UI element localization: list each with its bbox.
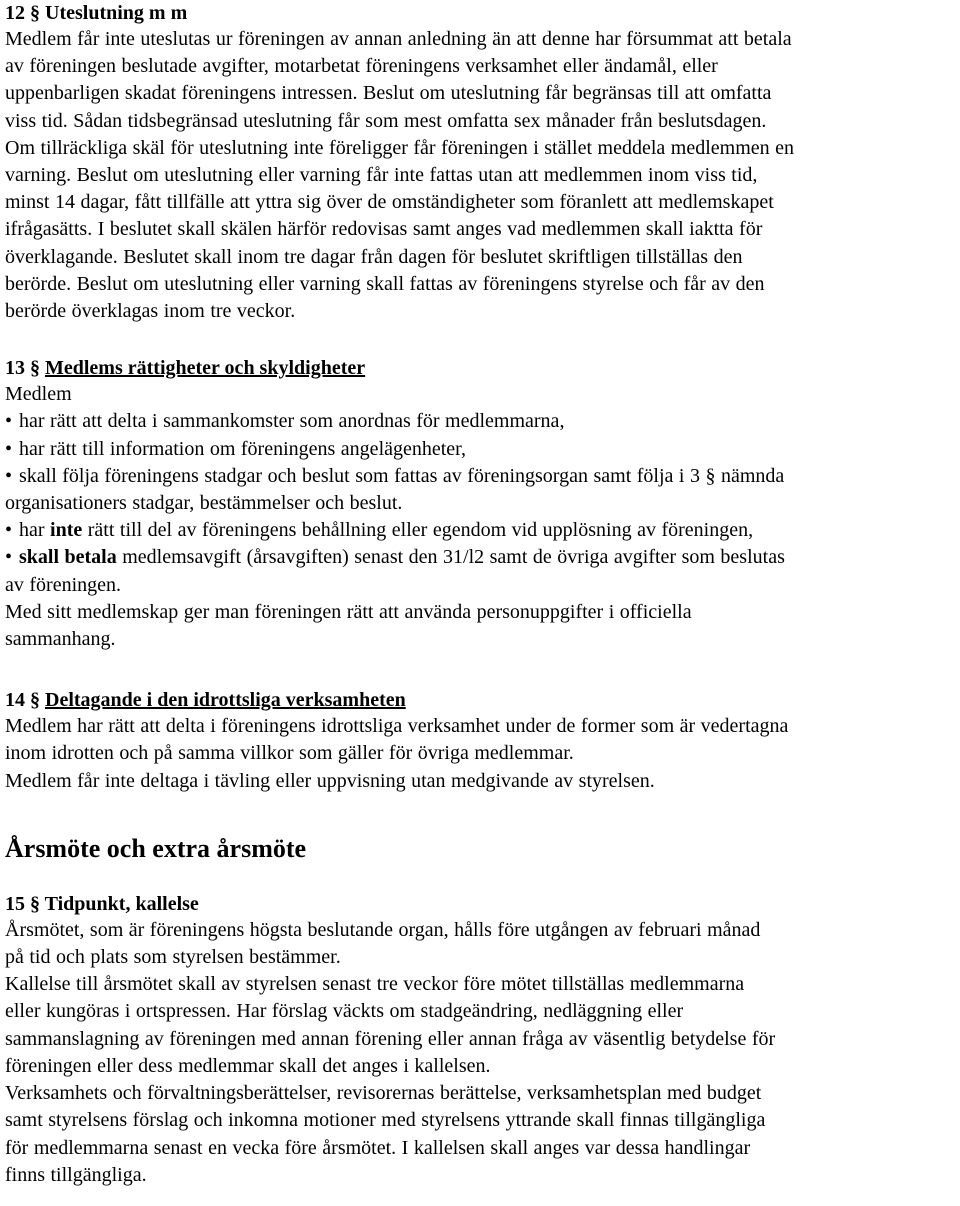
section-symbol: § bbox=[30, 689, 40, 712]
text-line: föreningen eller dess medlemmar skall det anges i kallelsen. bbox=[5, 1054, 491, 1077]
bullet-icon: • bbox=[5, 437, 13, 460]
list-item bbox=[5, 463, 955, 490]
list-item-continuation: av föreningen. bbox=[5, 573, 122, 596]
text-line: uppenbarligen skadat föreningens intressen. Beslut om uteslutning får begränsas till att omfatta bbox=[5, 82, 772, 105]
text-line: samt styrelsens förslag och inkomna motioner med styrelsens yttrande skall finnas tillgängliga bbox=[5, 1109, 766, 1132]
list-item bbox=[5, 408, 955, 435]
bullet-icon: • bbox=[5, 410, 13, 433]
text-line: varning. Beslut om uteslutning eller varning får inte fattas utan att medlemmen inom viss tid, bbox=[5, 164, 758, 187]
section-heading bbox=[5, 0, 960, 26]
section-number: 14 bbox=[5, 689, 25, 712]
bullet-icon: • bbox=[5, 464, 13, 487]
list-item-text: skall följa föreningens stadgar och beslut som fattas av föreningsorgan samt följa i 3 bbox=[19, 464, 700, 487]
list-item-text: rätt till del av föreningens behållning eller egendom vid upplösning av föreningen, bbox=[87, 519, 754, 542]
list-item bbox=[5, 436, 955, 463]
bullet-icon: • bbox=[5, 546, 13, 569]
list-item-text: medlemsavgift (årsavgiften) senast den 31/l2 samt de övriga avgifter som beslutas bbox=[122, 546, 785, 569]
text-line: eller kungöras i ortspressen. Har förslag väckts om stadgeändring, nedläggning eller bbox=[5, 1000, 684, 1023]
section-title: Deltagande i den idrottsliga verksamheten bbox=[45, 689, 406, 712]
section-heading bbox=[5, 355, 960, 381]
section-title: Tidpunkt, kallelse bbox=[44, 892, 199, 915]
section-number: 12 bbox=[5, 2, 25, 24]
section-body bbox=[5, 713, 955, 795]
text-line: Kallelse till årsmötet skall av styrelsen senast tre veckor före mötet tillställas medlemmarna bbox=[5, 973, 745, 996]
text-line: på tid och plats som styrelsen bestämmer. bbox=[5, 946, 341, 969]
section-symbol: § bbox=[30, 357, 40, 380]
text-line: överklagande. Beslutet skall inom tre dagar från dagen för beslutet skriftligen tillställas den bbox=[5, 245, 743, 268]
list-item-text: har rätt till information om föreningens angelägenheter, bbox=[19, 437, 467, 460]
text-line: minst 14 dagar, fått tillfälle att yttra sig över de omständigheter som föranlett att medlemskapet bbox=[5, 191, 774, 214]
text-line: Om tillräckliga skäl för uteslutning inte föreligger får föreningen i stället meddela medlemmen en bbox=[5, 136, 795, 159]
section-heading bbox=[5, 891, 960, 917]
section-13 bbox=[5, 355, 960, 653]
section-body bbox=[5, 381, 955, 653]
text-line: viss tid. Sådan tidsbegränsad uteslutning får som mest omfatta sex månader från beslutsdagen. bbox=[5, 109, 767, 132]
list-item-text: nämnda bbox=[720, 464, 785, 487]
list-item-text: har rätt att delta i sammankomster som anordnas för medlemmarna, bbox=[19, 410, 565, 433]
text-line: Medlem får inte uteslutas ur föreningen av annan anledning än att denne har försummat att betala bbox=[5, 28, 792, 50]
section-14 bbox=[5, 687, 960, 795]
text-line: Med sitt medlemskap ger man föreningen rätt att använda personuppgifter i officiella bbox=[5, 600, 692, 623]
section-number: 15 bbox=[5, 892, 25, 915]
text-line: berörde överklagas inom tre veckor. bbox=[5, 300, 296, 323]
text-line: för medlemmarna senast en vecka före årsmötet. I kallelsen skall anges var dessa handlingar bbox=[5, 1136, 751, 1159]
section-heading bbox=[5, 687, 960, 713]
section-symbol: § bbox=[30, 892, 40, 915]
text-line: sammanslagning av föreningen med annan förening eller annan fråga av väsentlig betydelse för bbox=[5, 1027, 776, 1050]
chapter-heading: Årsmöte och extra årsmöte bbox=[5, 833, 307, 863]
section-title: Uteslutning m m bbox=[45, 2, 188, 24]
list-item-text: har bbox=[19, 519, 45, 542]
emphasis-text: skall betala bbox=[19, 546, 117, 569]
section-body bbox=[5, 917, 955, 1189]
list-item bbox=[5, 517, 955, 544]
text-line: sammanhang. bbox=[5, 628, 116, 651]
section-symbol: § bbox=[705, 464, 716, 487]
intro-line: Medlem bbox=[5, 383, 72, 406]
list-item bbox=[5, 544, 955, 571]
section-title: Medlems rättigheter och skyldigheter bbox=[45, 357, 366, 380]
section-number: 13 bbox=[5, 357, 25, 380]
emphasis-text: inte bbox=[50, 519, 83, 542]
section-12 bbox=[5, 0, 960, 325]
bullet-icon: • bbox=[5, 519, 13, 542]
section-15 bbox=[5, 891, 960, 1189]
text-line: inom idrotten och på samma villkor som gäller för övriga medlemmar. bbox=[5, 742, 574, 765]
list-item-continuation: organisationers stadgar, bestämmelser och beslut. bbox=[5, 492, 403, 515]
section-body bbox=[5, 26, 955, 325]
text-line: Medlem har rätt att delta i föreningens idrottsliga verksamhet under de former som är vedertagna bbox=[5, 715, 789, 738]
text-line: Årsmötet, som är föreningens högsta beslutande organ, hålls före utgången av februari månad bbox=[5, 918, 761, 941]
text-line: finns tillgängliga. bbox=[5, 1163, 147, 1186]
text-line: Medlem får inte deltaga i tävling eller uppvisning utan medgivande av styrelsen. bbox=[5, 769, 655, 792]
text-line: av föreningen beslutade avgifter, motarbetat föreningens verksamhet eller ändamål, eller bbox=[5, 55, 718, 78]
text-line: ifrågasätts. I beslutet skall skälen härför redovisas samt anges vad medlemmen skall iaktta för bbox=[5, 218, 763, 241]
text-line: berörde. Beslut om uteslutning eller varning skall fattas av föreningens styrelse och får av den bbox=[5, 272, 765, 295]
section-symbol: § bbox=[30, 2, 40, 24]
text-line: Verksamhets och förvaltningsberättelser, revisorernas berättelse, verksamhetsplan med budget bbox=[5, 1082, 762, 1105]
